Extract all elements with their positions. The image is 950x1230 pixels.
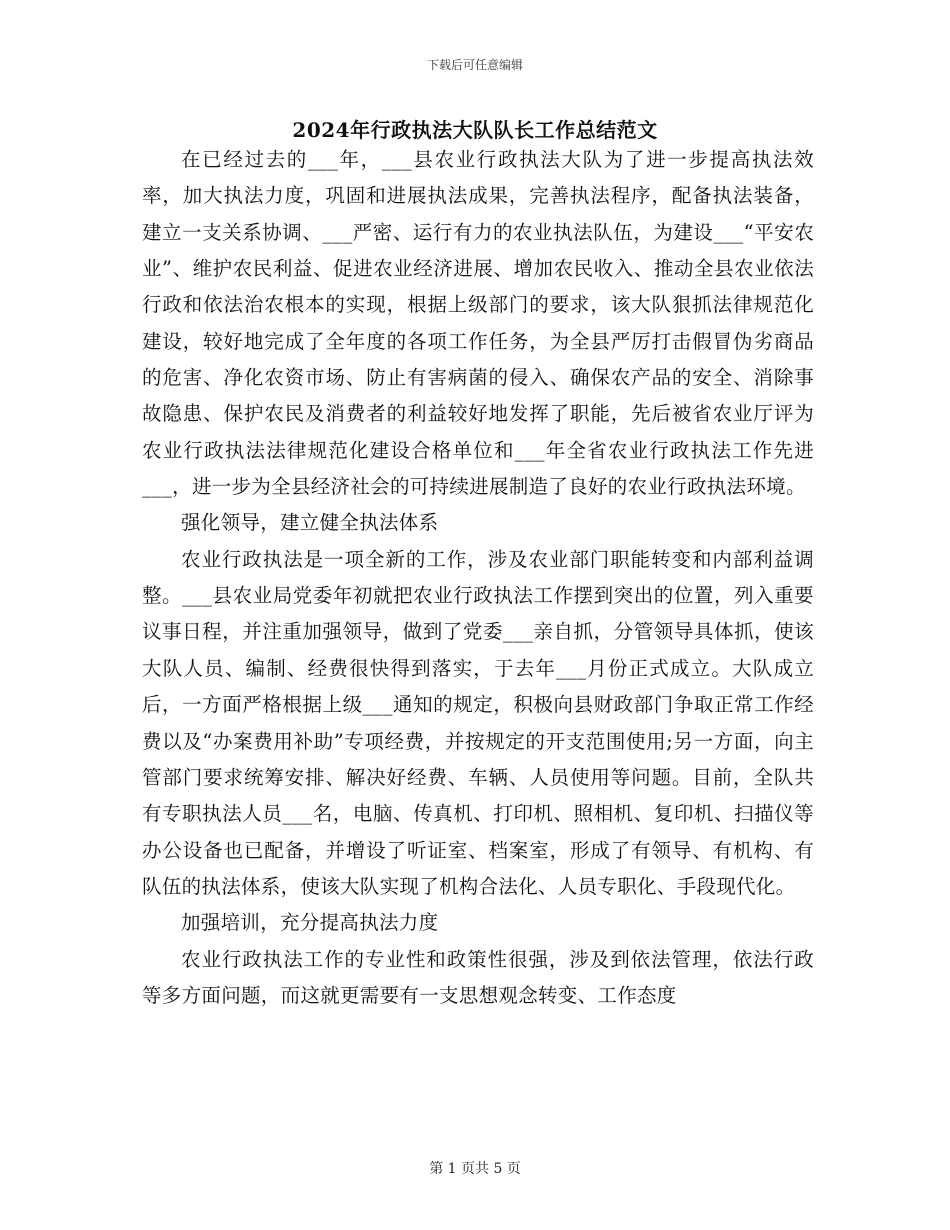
section-heading-training: 加强培训，充分提高执法力度: [181, 911, 439, 935]
document-title: 2024年行政执法大队队长工作总结范文: [292, 118, 658, 142]
paragraph-intro: 在已经过去的___年，___县农业行政执法大队为了进一步提高执法效率，加大执法力度，巩固和进展执法成果，完善执法程序，配备执法装备，建立一支关系协调、___严密、运行有力的农业执法队伍，为建设___“平安农业”、维护农民利益、促进农业经济进展、增加农民收入、推动全县农业依法行政和依法治农根本的实现，根据上级部门的要求，该大队狠抓法律规范化建设，较好地完成了全年度的各项工作任务，为全县严厉打击假冒伪劣商品的危害、净化农资市场、防止有害病菌的侵入、确保农产品的安全、消除事故隐患、保护农民及消费者的利益较好地发挥了职能，先后被省农业厅评为农业行政执法法律规范化建设合格单位和___年全省农业行政执法工作先进___，进一步为全县经济社会的可持续进展制造了良好的农业行政执法环境。: [142, 148, 814, 499]
paragraph-leadership: 农业行政执法是一项全新的工作，涉及农业部门职能转变和内部利益调整。___县农业局党委年初就把农业行政执法工作摆到突出的位置，列入重要议事日程，并注重加强领导，做到了党委___亲自抓，分管领导具体抓，使该大队人员、编制、经费很快得到落实，于去年___月份正式成立。大队成立后，一方面严格根据上级___通知的规定，积极向县财政部门争取正常工作经费以及“办案费用补助”专项经费，并按规定的开支范围使用;另一方面，向主管部门要求统筹安排、解决好经费、车辆、人员使用等问题。目前，全队共有专职执法人员___名，电脑、传真机、打印机、照相机、复印机、扫描仪等办公设备也已配备，并增设了听证室、档案室，形成了有领导、有机构、有队伍的执法体系，使该大队实现了机构合法化、人员专职化、手段现代化。: [142, 547, 814, 898]
paragraph-training: 农业行政执法工作的专业性和政策性很强，涉及到依法管理，依法行政等多方面问题，而这就更需要有一支思想观念转变、工作态度: [142, 947, 814, 1007]
page-header-note: 下载后可任意编辑: [426, 58, 523, 72]
page-number-footer: 第 1 页共 5 页: [429, 1161, 521, 1177]
document-body: [142, 142, 814, 1014]
section-heading-leadership: 强化领导，建立健全执法体系: [181, 511, 439, 535]
